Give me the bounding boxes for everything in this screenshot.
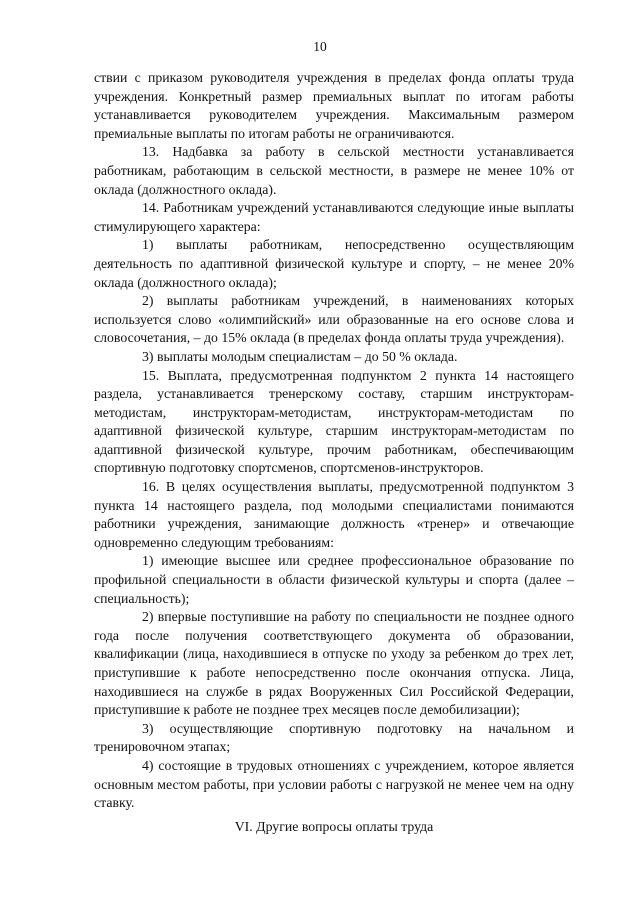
section-heading: VI. Другие вопросы оплаты труда: [234, 819, 434, 834]
paragraph-16-young-specialists: 16. В целях осуществления выплаты, предусмотренной подпунктом 3 пункта 14 настоящего раздела, под молодыми специалистами понимаются работники учреждения, занимающие должность «тренер» и отвечающие одновременно следующим требованиям:: [94, 479, 574, 550]
list-item-14-2: 2) выплаты работникам учреждений, в наименованиях которых используется слово «олимпийский» или образованные на его основе слова и словосочетания, – до 15% оклада (в пределах фонда оплаты труда учреждения).: [94, 293, 574, 346]
page-number: 10: [313, 39, 327, 54]
list-item-16-2: 2) впервые поступившие на работу по специальности не позднее одного года после получения соответствующего документа об образовании, квалификации (лица, находившиеся в отпуске по уходу за ребенком до трех лет, приступившие к работе непосредственно после окончания отпуска. Лица, находившиеся на службе в рядах Вооруженных Сил Российской Федерации, приступившие к работе не позднее трех месяцев после демобилизации);: [94, 609, 574, 718]
document-body: [94, 69, 574, 813]
list-item-14-1: 1) выплаты работникам, непосредственно осуществляющим деятельность по адаптивной физической культуре и спорту, – не менее 20% оклада (должностного оклада);: [94, 237, 574, 290]
paragraph-13-rural-allowance: 13. Надбавка за работу в сельской местности устанавливается работникам, работающим в сельской местности, в размере не менее 10% от оклада (должностного оклада).: [94, 144, 574, 197]
list-item-16-4: 4) состоящие в трудовых отношениях с учреждением, которое является основным местом работы, при условии работы с нагрузкой не менее чем на одну ставку.: [94, 757, 574, 811]
paragraph-15-payment: 15. Выплата, предусмотренная подпунктом 2 пункта 14 настоящего раздела, устанавливается тренерскому составу, старшим инструкторам-методистам, инструкторам-методистам, инструкторам-методистам по адаптивной физической культуре, старшим инструкторам-методистам по адаптивной физической культуре, прочим работникам, обеспечивающим спортивную подготовку спортсменов, спортсменов-инструкторов.: [94, 367, 574, 476]
paragraph-14-other-payments: 14. Работникам учреждений устанавливаются следующие иные выплаты стимулирующего характера:: [94, 200, 574, 234]
paragraph-continuation: ствии с приказом руководителя учреждения в пределах фонда оплаты труда учреждения. Конкретный размер премиальных выплат по итогам работы устанавливается руководителем учреждения. Максимальным размером премиальные выплаты по итогам работы не ограничиваются.: [94, 70, 574, 141]
list-item-14-3: 3) выплаты молодым специалистам – до 50 % оклада.: [142, 348, 458, 364]
list-item-16-1: 1) имеющие высшее или среднее профессиональное образование по профильной специальности в области физической культуры и спорта (далее – специальность);: [94, 553, 574, 606]
list-item-16-3: 3) осуществляющие спортивную подготовку на начальном и тренировочном этапах;: [94, 720, 574, 755]
